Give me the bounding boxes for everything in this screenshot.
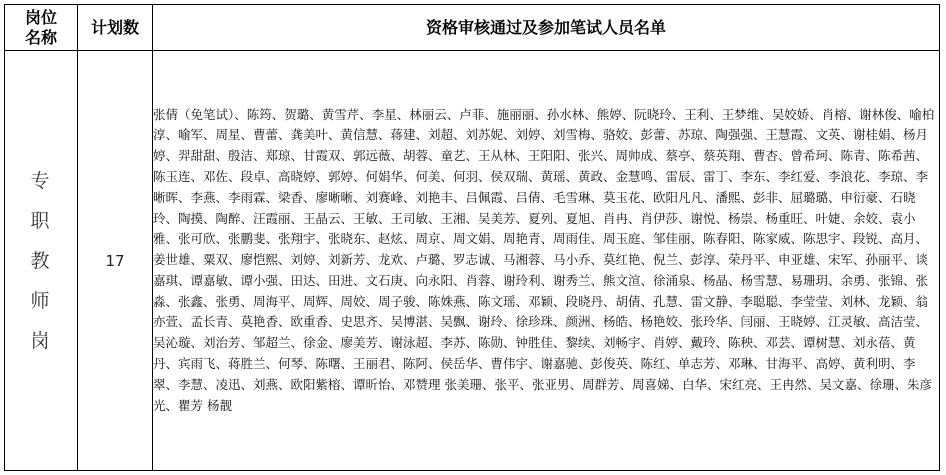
table-row [5, 51, 940, 471]
header-row [5, 5, 940, 51]
plan-cell [78, 51, 153, 471]
header-position-label: 岗位名称 [24, 7, 57, 47]
header-position-cell [5, 5, 78, 51]
names-cell [153, 51, 940, 471]
roster-table [4, 4, 940, 471]
header-plan-label: 计划数 [90, 17, 139, 37]
position-cell [5, 51, 78, 471]
header-names-label: 资格审核通过及参加笔试人员名单 [425, 17, 666, 37]
candidate-names-list: 张倩（免笔试）、陈筠、贺璐、黄雪芹、李星、林丽云、卢菲、施丽丽、孙水林、熊婷、阮晓玲、王利、王梦维、吴姣娇、肖榕、谢林俊、喻柏淳、喻军、周星、曹蕾、龚美叶、黄信慧、蒋建、刘超、刘苏妮、刘婷、刘雪梅、骆姣、彭蕾、苏琼、陶强强、王慧霞、文英、谢桂娟、杨月婷、羿甜甜、殷洁、郑琼、甘霞双、郭远薇、胡蓉、童艺、王从林、王阳阳、张兴、周帅成、蔡亭、蔡英翔、曹杏、曾希珂、陈青、陈希茜、陈玉连、邓佐、段卓、高晓婷、郭婷、何娟华、何美、何羽、侯双瑞、黄瑶、黄政、金慧鸣、雷辰、雷丁、李东、李红爱、李浪花、李琼、李晰晖、李燕、李雨霖、梁香、廖晰晰、刘赛峰、刘艳丰、吕佩霞、吕倩、毛雪琳、莫玉花、欧阳凡凡、潘熙、彭非、屈璐璐、申衍豪、石晓玲、陶摸、陶醉、汪霞丽、王晶云、王敏、王司敏、王湘、吴美芳、夏列、夏旭、肖冉、肖伊莎、谢悦、杨崇、杨重旺、叶婕、余姣、袁小雅、张可欣、张鹏斐、张翔宇、张晓东、赵炫、周京、周文娟、周艳青、周雨佳、周玉庭、邹佳丽、陈春阳、陈家威、陈思宇、段锐、高月、姜世雄、粟双、廖恺熙、刘婷、刘新芳、龙欢、卢璐、罗志诚、马湘蓉、马小乔、莫红艳、倪兰、彭淳、荣丹平、申亚雄、宋军、孙丽平、谈嘉琪、谭嘉敏、谭小强、田达、田进、文石庚、向永阳、肖蓉、谢玲利、谢秀兰、熊文渲、徐涌泉、杨晶、杨雪慧、易珊玥、余勇、张锦、张淼、张鑫、张勇、周海平、周辉、周姣、周子骏、陈姝燕、陈文瑶、邓颖、段晓丹、胡倩、孔慧、雷文静、李聪聪、李莹莹、刘林、龙颖、翁亦萱、孟长青、莫艳香、欧重香、史思齐、吴博湛、吴飘、谢玲、徐珍珠、颜洲、杨皓、杨艳姣、张玲华、闫丽、王晓婷、江灵敏、高洁莹、吴沁璇、刘治芳、邹超兰、徐金、廖美芳、谢泳超、李苏、陈勋、钟胜佳、黎续、刘畅宇、肖婷、戴玲、陈秧、邓芸、谭树慧、刘永蓓、黄丹、宾雨飞、蒋胜兰、何琴、陈曙、王丽君、陈阿、侯岳华、曹伟宇、谢嘉驰、彭俊英、陈红、单志芳、邓琳、甘海平、高婷、黄利明、李翠、李慧、凌迅、刘燕、欧阳紫榕、谭昕怡、邓赞理 张美珊、张平、张亚男、周群芳、周喜娣、白华、宋红亮、王冉然、吴文嘉、徐珊、朱彦光、瞿芳 杨靓 [153, 106, 935, 413]
position-name: 专职教师岗 [30, 169, 52, 352]
plan-count: 17 [105, 251, 125, 270]
header-names-cell [153, 5, 940, 51]
header-plan-cell [78, 5, 153, 51]
